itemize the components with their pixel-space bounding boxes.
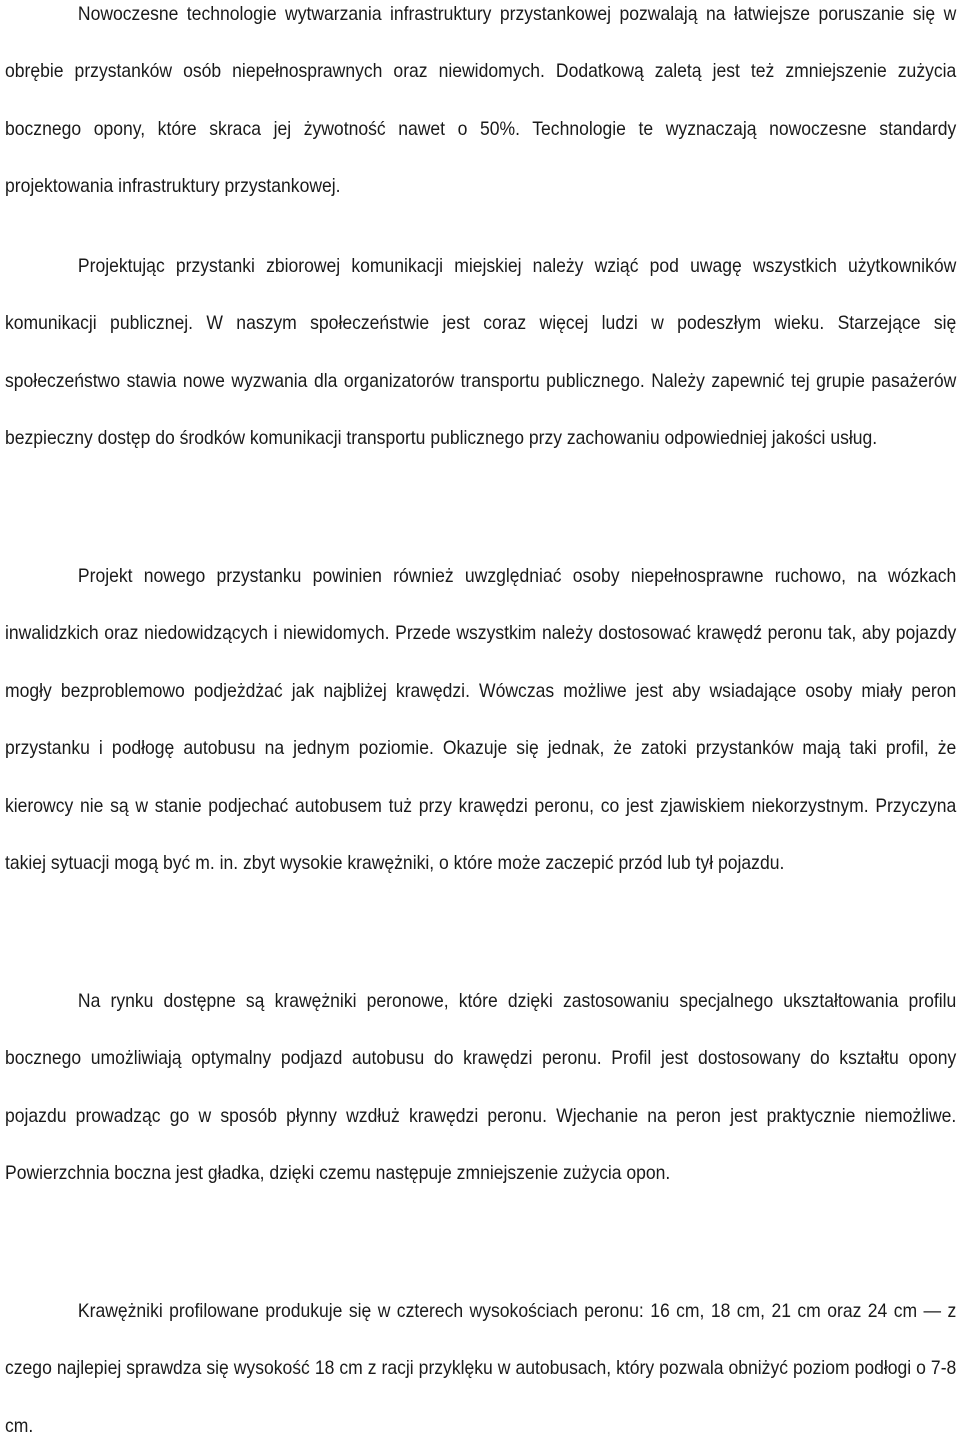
paragraph-3: Projekt nowego przystanku powinien również uwzględniać osoby niepełnosprawne ruchowo, na wózkach inwalidzkich oraz niedowidzących i niewidomych. Przede wszystkim należy dostosować krawędź peronu tak, aby pojazdy mogły bezproblemowo podjeżdżać jak najbliżej krawędzi. Wówczas możliwe jest aby wsiadające osoby miały peron przystanku i podłogę autobusu na jednym poziomie. Okazuje się jednak, że zatoki przystanków mają taki profil, że kierowcy nie są w stanie podjechać autobusem tuż przy krawędzi peronu, co jest zjawiskiem niekorzystnym. Przyczyna takiej sytuacji mogą być m. in. zbyt wysokie krawężniki, o które może zaczepić przód lub tył pojazdu. xyxy=(5,565,957,875)
paragraph-2: Projektując przystanki zbiorowej komunikacji miejskiej należy wziąć pod uwagę wszystkich użytkowników komunikacji publicznej. W naszym społeczeństwie jest coraz więcej ludzi w podeszłym wieku. Starzejące się społeczeństwo stawia nowe wyzwania dla organizatorów transportu publicznego. Należy zapewnić tej grupie pasażerów bezpieczny dostęp do środków komunikacji transportu publicznego przy zachowaniu odpowiedniej jakości usług. xyxy=(5,255,957,450)
paragraph-4: Na rynku dostępne są krawężniki peronowe, które dzięki zastosowaniu specjalnego ukształtowania profilu bocznego umożliwiają optymalny podjazd autobusu do krawędzi peronu. Profil jest dostosowany do kształtu opony pojazdu prowadząc go w sposób płynny wzdłuż krawędzi peronu. Wjechanie na peron jest praktycznie niemożliwe. Powierzchnia boczna jest gładka, dzięki czemu następuje zmniejszenie zużycia opon. xyxy=(5,990,957,1185)
paragraph-5: Krawężniki profilowane produkuje się w czterech wysokościach peronu: 16 cm, 18 cm, 21 cm oraz 24 cm — z czego najlepiej sprawdza się wysokość 18 cm z racji przyklęku w autobusach, który pozwala obniżyć poziom podłogi o 7-8 cm. xyxy=(5,1300,957,1437)
paragraph-1: Nowoczesne technologie wytwarzania infrastruktury przystankowej pozwalają na łatwiejsze poruszanie się w obrębie przystanków osób niepełnosprawnych oraz niewidomych. Dodatkową zaletą jest też zmniejszenie zużycia bocznego opony, które skraca jej żywotność nawet o 50%. Technologie te wyznaczają nowoczesne standardy projektowania infrastruktury przystankowej. xyxy=(5,3,957,198)
